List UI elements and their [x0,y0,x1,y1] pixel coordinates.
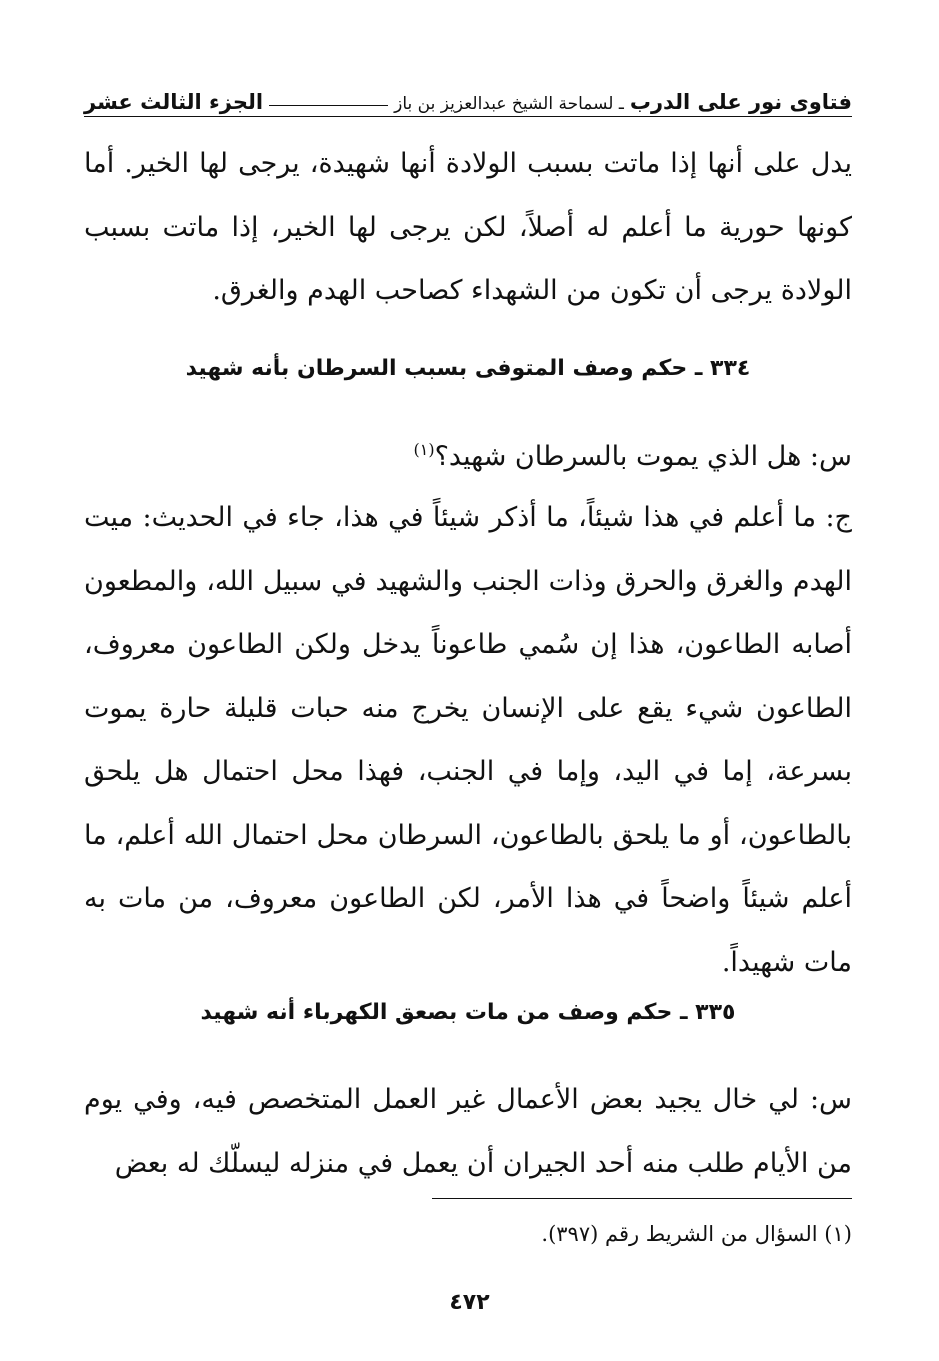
section-heading-334: ٣٣٤ ـ حكم وصف المتوفى بسبب السرطان بأنه شهيد [185,356,751,381]
intro-paragraph: يدل على أنها إذا ماتت بسبب الولادة أنها شهيدة، يرجى لها الخير. أما كونها حورية ما أعلم له أصلاً، لكن يرجى لها الخير، إذا ماتت بسبب الولادة يرجى أن تكون من الشهداء كصاحب الهدم والغرق. [84,148,852,306]
question-334 [84,418,852,489]
footnote: (١) السؤال من الشريط رقم (٣٩٧). [541,1222,852,1246]
page-number: ٤٧٢ [449,1290,490,1315]
section-heading-335: ٣٣٥ ـ حكم وصف من مات بصعق الكهرباء أنه شهيد [200,1000,736,1025]
footnote-rule [432,1198,852,1199]
volume-label: الجزء الثالث عشر [84,90,264,114]
header-rule [84,116,852,117]
question-text: س: هل الذي يموت بالسرطان شهيد؟ [434,441,852,472]
answer-334: ج: ما أعلم في هذا شيئاً، ما أذكر شيئاً في هذا، جاء في الحديث: ميت الهدم والغرق والحرق وذات الجنب والشهيد في سبيل الله، والمطعون أصابه الطاعون، هذا إن سُمي طاعوناً يدخل ولكن الطاعون معروف، الطاعون شيء يقع على الإنسان يخرج منه حبات قليلة حارة يموت بسرعة، إما في اليد، وإما في الجنب، فهذا محل احتمال هل يلحق بالطاعون، أو ما يلحق بالطاعون، السرطان محل احتمال الله أعلم، ما أعلم شيئاً واضحاً في هذا الأمر، لكن الطاعون معروف، من مات به مات شهيداً. [84,502,852,978]
footnote-ref: (١) [413,440,435,459]
running-head [84,74,852,114]
author-name: ـ لسماحة الشيخ عبدالعزيز بن باز [394,94,624,114]
header-dash-rule [269,105,388,106]
book-title: فتاوى نور على الدرب [629,90,852,114]
question-335: س: لي خال يجيد بعض الأعمال غير العمل المتخصص فيه، وفي يوم من الأيام طلب منه أحد الجيران أن يعمل في منزله ليسلّك له بعض [84,1084,852,1179]
